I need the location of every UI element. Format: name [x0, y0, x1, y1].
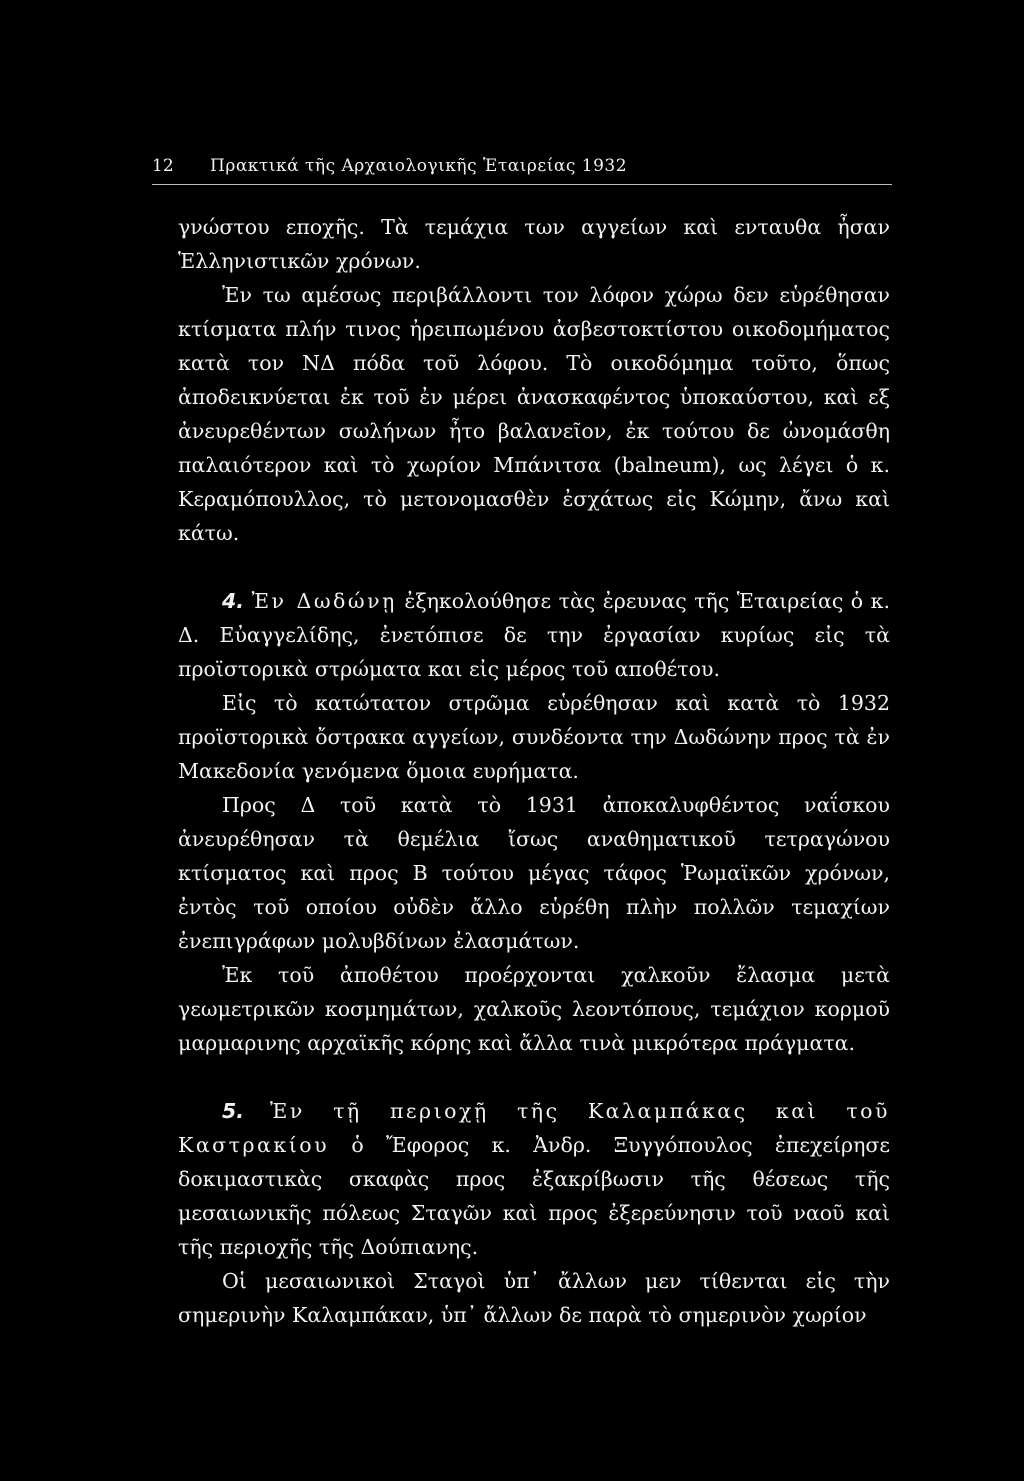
- paragraph-5: Προς Δ τοῦ κατὰ τὸ 1931 ἀποκαλυφθέντος ναΐσκου ἀνευρέθησαν τὰ θεμέλια ἴσως αναθηματικοῦ τετραγώνου κτίσματος καὶ προς Β τούτου μέγας τάφος Ῥωμαϊκῶν χρόνων, ἐντὸς τοῦ οποίου οὐδὲν ἄλλο εὑρέθη πλὴν πολλῶν τεμαχίων ἐνεπιγράφων μολυβδίνων ἐλασμάτων.: [178, 793, 890, 953]
- section-5-number: 5.: [222, 1099, 245, 1123]
- section-5-paragraph: [178, 1094, 890, 1264]
- section-5-text: ὁ Ἔφορος κ. Ἀνδρ. Ξυγγόπουλος ἐπεχείρησε δοκιμαστικὰς σκαφὰς προς ἐξακρίβωσιν τῆς θέσεως τῆς μεσαιωνικῆς πόλεως Σταγῶν καὶ προς ἐξερεύνησιν τοῦ ναοῦ καὶ τῆς περιοχῆς τῆς Δούπιανης.: [178, 1133, 890, 1259]
- paragraph-1: γνώστου εποχῆς. Τὰ τεμάχια των αγγείων καὶ ενταυθα ἦσαν Ἑλληνιστικῶν χρόνων.: [178, 215, 890, 273]
- body-text: [178, 210, 890, 1332]
- section-5-place: Ἐν τῇ περιοχῇ τῆς Καλαμπάκας καὶ τοῦ Καστρακίου: [178, 1099, 890, 1157]
- page-number: 12: [152, 156, 174, 176]
- running-title: Πρακτικά τῆς Αρχαιολογικῆς Ἑταιρείας 1932: [210, 156, 628, 176]
- running-header: [152, 154, 892, 184]
- section-4-place: Ἐν Δωδώνῃ: [251, 589, 397, 613]
- paragraph-6: Ἐκ τοῦ ἀποθέτου προέρχονται χαλκοῦν ἔλασμα μετὰ γεωμετρικῶν κοσμημάτων, χαλκοῦς λεοντόπους, τεμάχιον κορμοῦ μαρμαρινης αρχαϊκῆς κόρης καὶ ἄλλα τινὰ μικρότερα πράγματα.: [178, 963, 890, 1055]
- section-4-paragraph: [178, 584, 890, 686]
- section-4-text: ἐξηκολούθησε τὰς ἐρευνας τῆς Ἑταιρείας ὁ κ. Δ. Εὐαγγελίδης, ἐνετόπισε δε την ἐργασίαν κυρίως εἰς τὰ προϊστορικὰ στρώματα και εἰς μέρος τοῦ αποθέτου.: [178, 589, 890, 681]
- paragraph-4: Εἰς τὸ κατώτατον στρῶμα εὑρέθησαν καὶ κατὰ τὸ 1932 προϊστορικὰ ὄστρακα αγγείων, συνδέοντα την Δωδώνην προς τὰ ἐν Μακεδονία γενόμενα ὅμοια ευρήματα.: [178, 691, 890, 783]
- paragraph-2: Ἐν τω αμέσως περιβάλλοντι τον λόφον χώρω δεν εὑρέθησαν κτίσματα πλήν τινος ἠρειπωμένου ἀσβεστοκτίστου οικοδομήματος κατὰ τον ΝΔ πόδα τοῦ λόφου. Τὸ οικοδόμημα τοῦτο, ὅπως ἀποδεικνύεται ἐκ τοῦ ἐν μέρει ἀνασκαφέντος ὑποκαύστου, καὶ εξ ἀνευρεθέντων σωλήνων ἦτο βαλανεῖον, ἐκ τούτου δε ὠνομάσθη παλαιότερον καὶ τὸ χωρίον Μπάνιτσα (balneum), ως λέγει ὁ κ. Κεραμόπουλλος, τὸ μετονομασθὲν ἐσχάτως εἰς Κώμην, ἄνω καὶ κάτω.: [178, 283, 890, 545]
- header-rule: [152, 184, 892, 185]
- paragraph-8: Οἱ μεσαιωνικοὶ Σταγοὶ ὑπ᾽ ἄλλων μεν τίθενται εἰς τὴν σημερινὴν Καλαμπάκαν, ὑπ᾽ ἄλλων δε παρὰ τὸ σημερινὸν χωρίον: [178, 1269, 890, 1327]
- section-4-number: 4.: [222, 589, 245, 613]
